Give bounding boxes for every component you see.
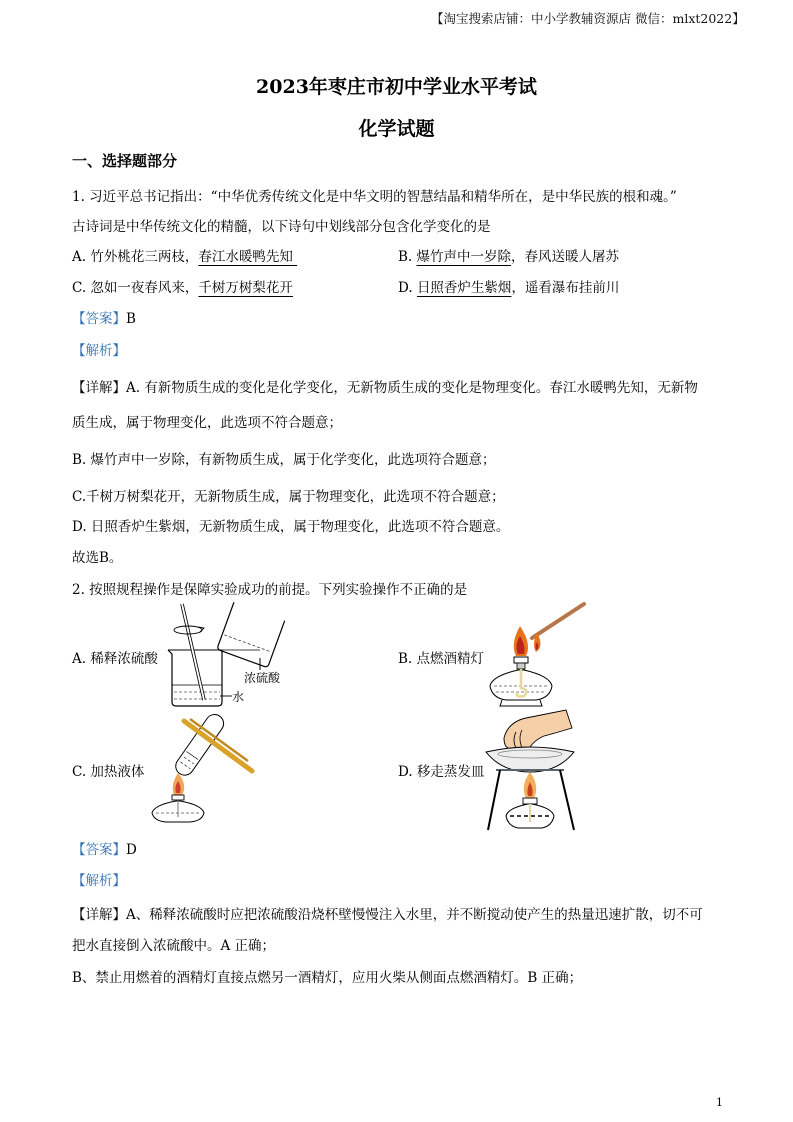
q2-option-a-label: A. 稀释浓硫酸 [72, 651, 158, 667]
q1-detail-d: D. 日照香炉生紫烟，无新物质生成，属于物理变化，此选项不符合题意。 [72, 519, 510, 535]
figure-move-dish [482, 708, 582, 832]
q1-conclusion: 故选B。 [72, 550, 123, 566]
figure-dilute-acid [160, 600, 290, 710]
q1-option-d-underlined: 日照香炉生紫烟 [416, 280, 512, 296]
label-water: 水 [232, 690, 245, 704]
q2-stem: 2. 按照规程操作是保障实验成功的前提。下列实验操作不正确的是 [72, 582, 468, 598]
q2-option-b-label: B. 点燃酒精灯 [398, 651, 485, 667]
q2-detail-a-line1 [72, 903, 703, 923]
q2-answer-value: D [126, 842, 137, 858]
q1-answer-value: B [126, 311, 136, 327]
q1-analysis-label: 【解析】 [72, 343, 126, 359]
q1-stem-line2: 古诗词是中华传统文化的精髓，以下诗句中划线部分包含化学变化的是 [72, 219, 491, 235]
q1-option-a-prefix: A. 竹外桃花三两枝， [72, 249, 199, 265]
q2-detail-a-line2: 把水直接倒入浓硫酸中。A 正确； [72, 938, 276, 954]
q1-option-b-suffix: ，春风送暖人屠苏 [511, 249, 620, 265]
section-heading: 一、选择题部分 [72, 152, 178, 170]
q2-option-d-label: D. 移走蒸发皿 [398, 764, 485, 780]
q2-answer-label: 【答案】 [72, 842, 126, 858]
q1-option-c-prefix: C. 忽如一夜春风来， [72, 280, 199, 296]
q1-option-c [72, 276, 293, 296]
q2-analysis-label: 【解析】 [72, 873, 126, 889]
q1-option-a-underlined: 春江水暖鸭先知 [198, 249, 293, 265]
q2-answer [72, 838, 137, 858]
label-conc-acid: 浓硫酸 [244, 671, 281, 685]
q1-option-d-prefix: D. [398, 280, 417, 296]
q1-detail-b: B. 爆竹声中一岁除，有新物质生成，属于化学变化，此选项符合题意； [72, 452, 496, 468]
watermark-text: 【淘宝搜索店铺：中小学教辅资源店 微信：mlxt2022】 [431, 11, 745, 26]
q1-detail-label: 【详解】 [72, 380, 126, 396]
q1-option-b [398, 245, 619, 265]
figure-light-lamp [478, 600, 588, 710]
q1-detail-line2: 质生成，属于物理变化，此选项不符合题意； [72, 415, 342, 431]
q2-detail-b: B、禁止用燃着的酒精灯直接点燃另一酒精灯，应用火柴从侧面点燃酒精灯。B 正确； [72, 970, 583, 986]
q1-detail-c: C.千树万树梨花开，无新物质生成，属于物理变化，此选项不符合题意； [72, 489, 505, 505]
page-title: 2023年枣庄市初中学业水平考试 [256, 76, 537, 98]
q1-answer [72, 307, 136, 327]
q2-detail-label: 【详解】 [72, 907, 126, 923]
q1-answer-label: 【答案】 [72, 311, 126, 327]
q1-stem-line1: 1. 习近平总书记指出：“中华优秀传统文化是中华文明的智慧结晶和精华所在，是中华民族的根和魂。” [72, 189, 677, 205]
figure-heat-liquid [140, 715, 260, 825]
page-number: 1 [716, 1096, 723, 1109]
q1-option-c-underlined: 千树万树梨花开 [198, 280, 293, 296]
q2-option-c-label: C. 加热液体 [72, 764, 145, 780]
q1-option-a [72, 245, 297, 265]
q1-option-b-prefix: B. [398, 249, 417, 265]
q1-detail-line1 [72, 376, 698, 396]
q2-detail-a-text1: A、稀释浓硫酸时应把浓硫酸沿烧杯壁慢慢注入水里，并不断搅动使产生的热量迅速扩散，切不可 [126, 907, 703, 923]
q1-option-b-underlined: 爆竹声中一岁除 [416, 249, 512, 265]
q1-option-d [398, 276, 619, 296]
page-subtitle: 化学试题 [358, 118, 435, 140]
q1-detail-text1: A. 有新物质生成的变化是化学变化，无新物质生成的变化是物理变化。春江水暖鸭先知，无新物 [126, 380, 698, 396]
q1-option-d-suffix: ，遥看瀑布挂前川 [511, 280, 620, 296]
